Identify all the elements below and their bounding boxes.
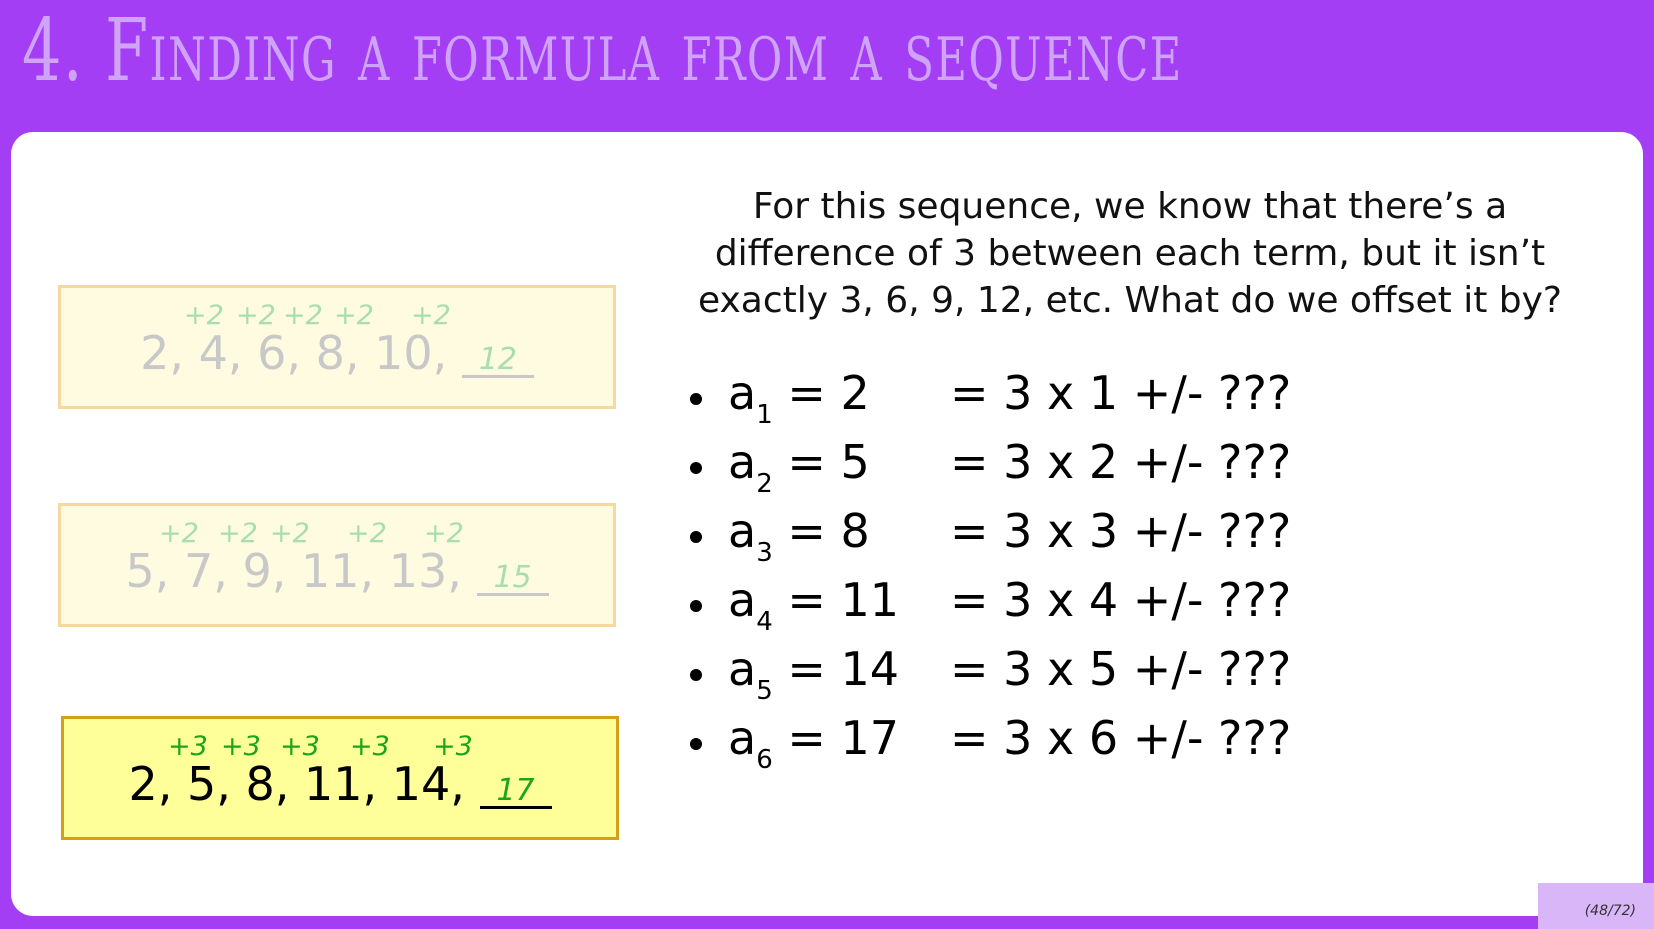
term-lhs bbox=[728, 435, 870, 499]
term-index: 5 bbox=[756, 676, 773, 706]
term-value: = 2 bbox=[787, 366, 870, 420]
term-formula: = 3 x 3 +/- ??? bbox=[950, 504, 1292, 558]
bullet-icon bbox=[690, 600, 702, 612]
bullet-icon bbox=[690, 531, 702, 543]
term-value: = 17 bbox=[787, 711, 900, 765]
difference-label: +2 bbox=[218, 518, 258, 549]
term-formula: = 3 x 5 +/- ??? bbox=[950, 642, 1292, 696]
term-variable: a bbox=[728, 435, 757, 489]
difference-label: +2 bbox=[236, 300, 276, 331]
term-lhs bbox=[728, 711, 899, 775]
page-counter: (48/72) bbox=[1584, 903, 1636, 919]
sequence-terms: 5, 7, 9, 11, 13, bbox=[125, 544, 462, 598]
term-value: = 8 bbox=[787, 504, 870, 558]
difference-label: +2 bbox=[424, 518, 464, 549]
question-line-2: difference of 3 between each term, but it isn’t bbox=[714, 233, 1546, 274]
sequence-line bbox=[64, 757, 616, 811]
term-index: 2 bbox=[756, 469, 773, 499]
term-formula: = 3 x 2 +/- ??? bbox=[950, 435, 1292, 489]
bullet-icon bbox=[690, 462, 702, 474]
difference-label: +3 bbox=[350, 731, 390, 762]
question-line-3: exactly 3, 6, 9, 12, etc. What do we offset it by? bbox=[697, 280, 1563, 321]
difference-label: +2 bbox=[411, 300, 451, 331]
term-formula: = 3 x 1 +/- ??? bbox=[950, 366, 1292, 420]
term-value: = 11 bbox=[787, 573, 900, 627]
question-text bbox=[680, 183, 1580, 324]
bullet-icon bbox=[690, 738, 702, 750]
term-value: = 14 bbox=[787, 642, 900, 696]
bullet-icon bbox=[690, 393, 702, 405]
term-lhs bbox=[728, 504, 870, 568]
term-variable: a bbox=[728, 504, 757, 558]
answer-blank: 12 bbox=[462, 345, 534, 378]
sequence-line bbox=[61, 544, 613, 598]
difference-label: +2 bbox=[159, 518, 199, 549]
term-index: 3 bbox=[756, 538, 773, 568]
term-variable: a bbox=[728, 711, 757, 765]
term-formula: = 3 x 6 +/- ??? bbox=[950, 711, 1292, 765]
bullet-icon bbox=[690, 669, 702, 681]
term-value: = 5 bbox=[787, 435, 870, 489]
difference-label: +2 bbox=[334, 300, 374, 331]
sequence-box-3 bbox=[61, 716, 619, 840]
sequence-terms: 2, 4, 6, 8, 10, bbox=[140, 326, 448, 380]
term-index: 1 bbox=[756, 400, 773, 430]
term-variable: a bbox=[728, 366, 757, 420]
term-formula: = 3 x 4 +/- ??? bbox=[950, 573, 1292, 627]
difference-label: +3 bbox=[280, 731, 320, 762]
sequence-box-1 bbox=[58, 285, 616, 409]
difference-label: +3 bbox=[433, 731, 473, 762]
term-lhs bbox=[728, 366, 870, 430]
slide-title: 4. Finding a formula from a sequence bbox=[22, 1, 1183, 101]
answer-blank: 17 bbox=[480, 776, 552, 809]
difference-label: +3 bbox=[168, 731, 208, 762]
difference-label: +2 bbox=[184, 300, 224, 331]
term-index: 6 bbox=[756, 745, 773, 775]
difference-label: +2 bbox=[347, 518, 387, 549]
difference-label: +3 bbox=[221, 731, 261, 762]
question-line-1: For this sequence, we know that there’s a bbox=[752, 186, 1508, 227]
term-variable: a bbox=[728, 642, 757, 696]
difference-label: +2 bbox=[283, 300, 323, 331]
term-variable: a bbox=[728, 573, 757, 627]
term-index: 4 bbox=[756, 607, 773, 637]
answer-blank: 15 bbox=[477, 563, 549, 596]
term-lhs bbox=[728, 642, 899, 706]
sequence-terms: 2, 5, 8, 11, 14, bbox=[128, 757, 465, 811]
difference-label: +2 bbox=[270, 518, 310, 549]
sequence-line bbox=[61, 326, 613, 380]
term-lhs bbox=[728, 573, 899, 637]
sequence-box-2 bbox=[58, 503, 616, 627]
